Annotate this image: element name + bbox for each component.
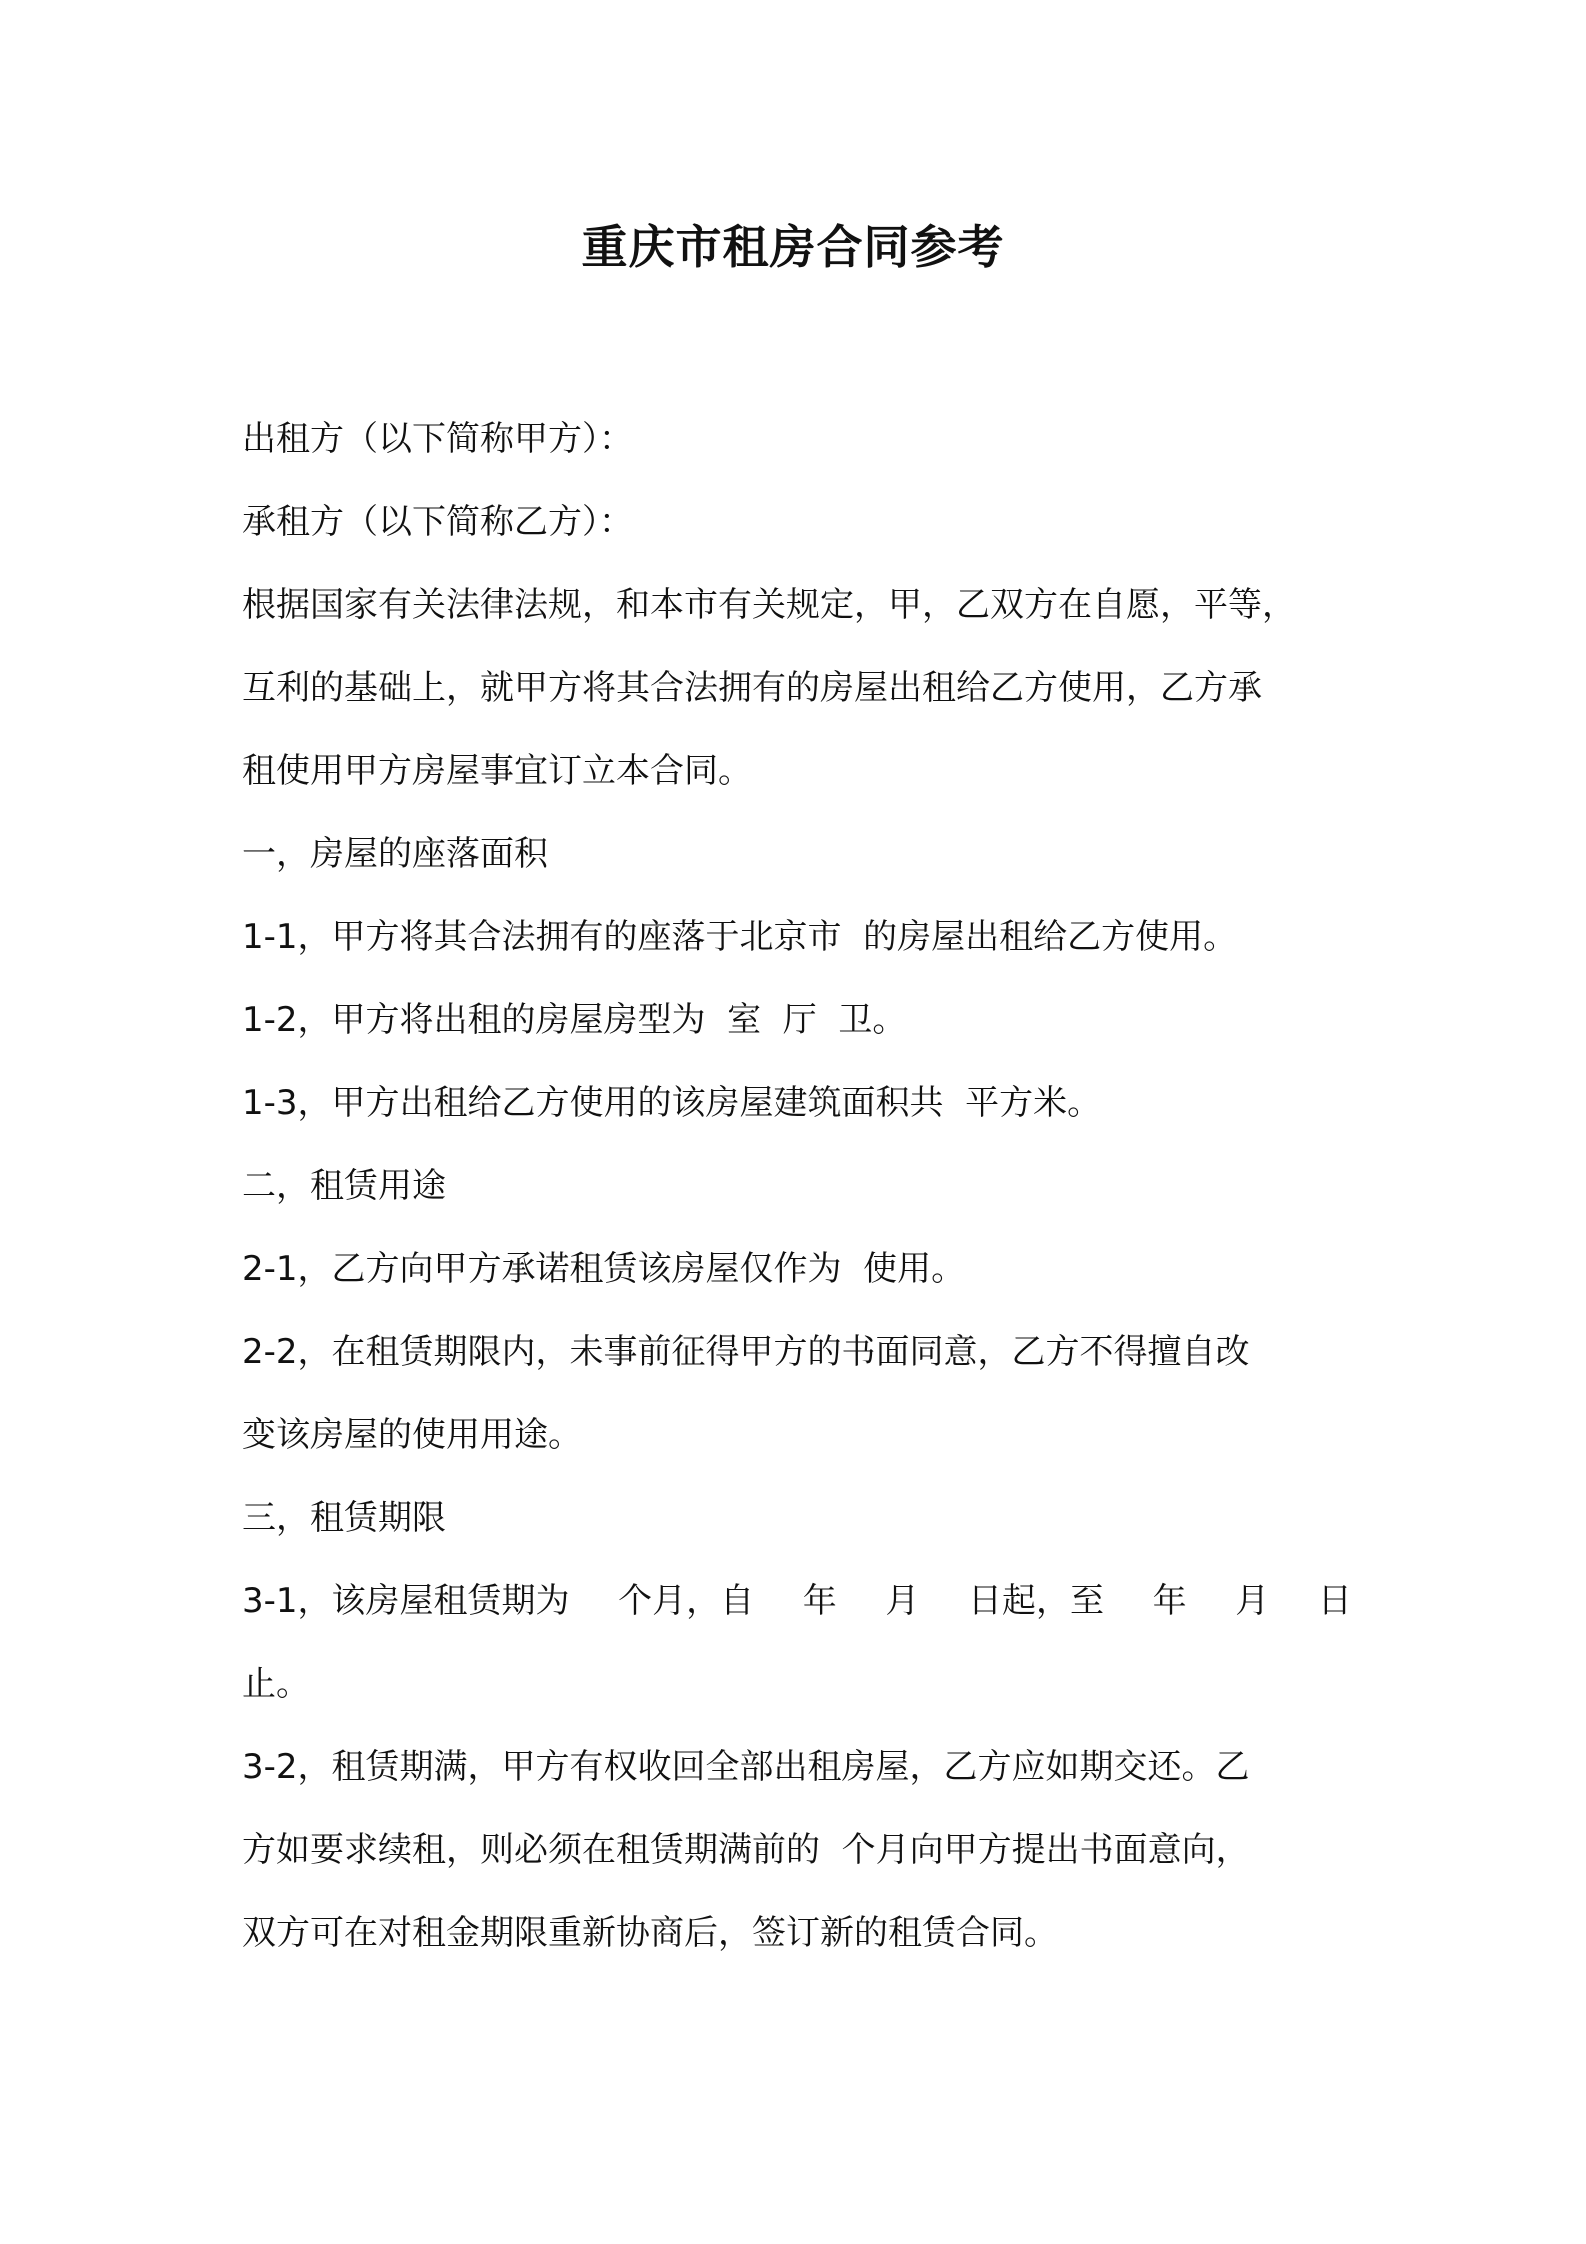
clause-3-1-line-2: 止。 — [242, 1664, 310, 1704]
clause-2-2-line-1: 2-2，在租赁期限内，未事前征得甲方的书面同意，乙方不得擅自改 — [242, 1332, 1250, 1372]
clause-1-3: 1-3，甲方出租给乙方使用的该房屋建筑面积共 平方米。 — [242, 1083, 1102, 1123]
document-title: 重庆市租房合同参考 — [581, 220, 1005, 274]
preamble-line-3: 租使用甲方房屋事宜订立本合同。 — [242, 751, 752, 791]
clause-1-1: 1-1，甲方将其合法拥有的座落于北京市 的房屋出租给乙方使用。 — [242, 917, 1238, 957]
lessor-line: 出租方（以下简称甲方）： — [242, 419, 633, 459]
section-heading-1: 一，房屋的座落面积 — [242, 834, 548, 874]
clause-3-1-part: 个月，自 — [618, 1581, 755, 1621]
lessee-line: 承租方（以下简称乙方）： — [242, 502, 633, 542]
preamble-line-1: 根据国家有关法律法规，和本市有关规定，甲，乙双方在自愿，平等， — [242, 585, 1296, 625]
clause-3-2-line-3: 双方可在对租金期限重新协商后，签订新的租赁合同。 — [242, 1913, 1058, 1953]
clause-3-1-part: 年 — [802, 1581, 837, 1621]
clause-3-1-line-1 — [242, 1560, 1352, 1643]
preamble-line-2: 互利的基础上，就甲方将其合法拥有的房屋出租给乙方使用，乙方承 — [242, 668, 1262, 708]
clause-3-1-part: 日起，至 — [968, 1581, 1105, 1621]
clause-3-1-part: 年 — [1152, 1581, 1187, 1621]
clause-3-1-part: 3-1，该房屋租赁期为 — [242, 1581, 570, 1621]
section-heading-3: 三，租赁期限 — [242, 1498, 446, 1538]
clause-2-1: 2-1，乙方向甲方承诺租赁该房屋仅作为 使用。 — [242, 1249, 966, 1289]
clause-3-1-part: 月 — [885, 1581, 920, 1621]
clause-1-2: 1-2，甲方将出租的房屋房型为 室 厅 卫。 — [242, 1000, 907, 1040]
clause-3-2-line-2: 方如要求续租，则必须在租赁期满前的 个月向甲方提出书面意向， — [242, 1830, 1250, 1870]
clause-3-2-line-1: 3-2，租赁期满，甲方有权收回全部出租房屋，乙方应如期交还。乙 — [242, 1747, 1250, 1787]
clause-3-1-part: 日 — [1317, 1581, 1352, 1621]
document-body — [242, 398, 1352, 1975]
section-heading-2: 二，租赁用途 — [242, 1166, 446, 1206]
clause-2-2-line-2: 变该房屋的使用用途。 — [242, 1415, 582, 1455]
clause-3-1-part: 月 — [1235, 1581, 1270, 1621]
